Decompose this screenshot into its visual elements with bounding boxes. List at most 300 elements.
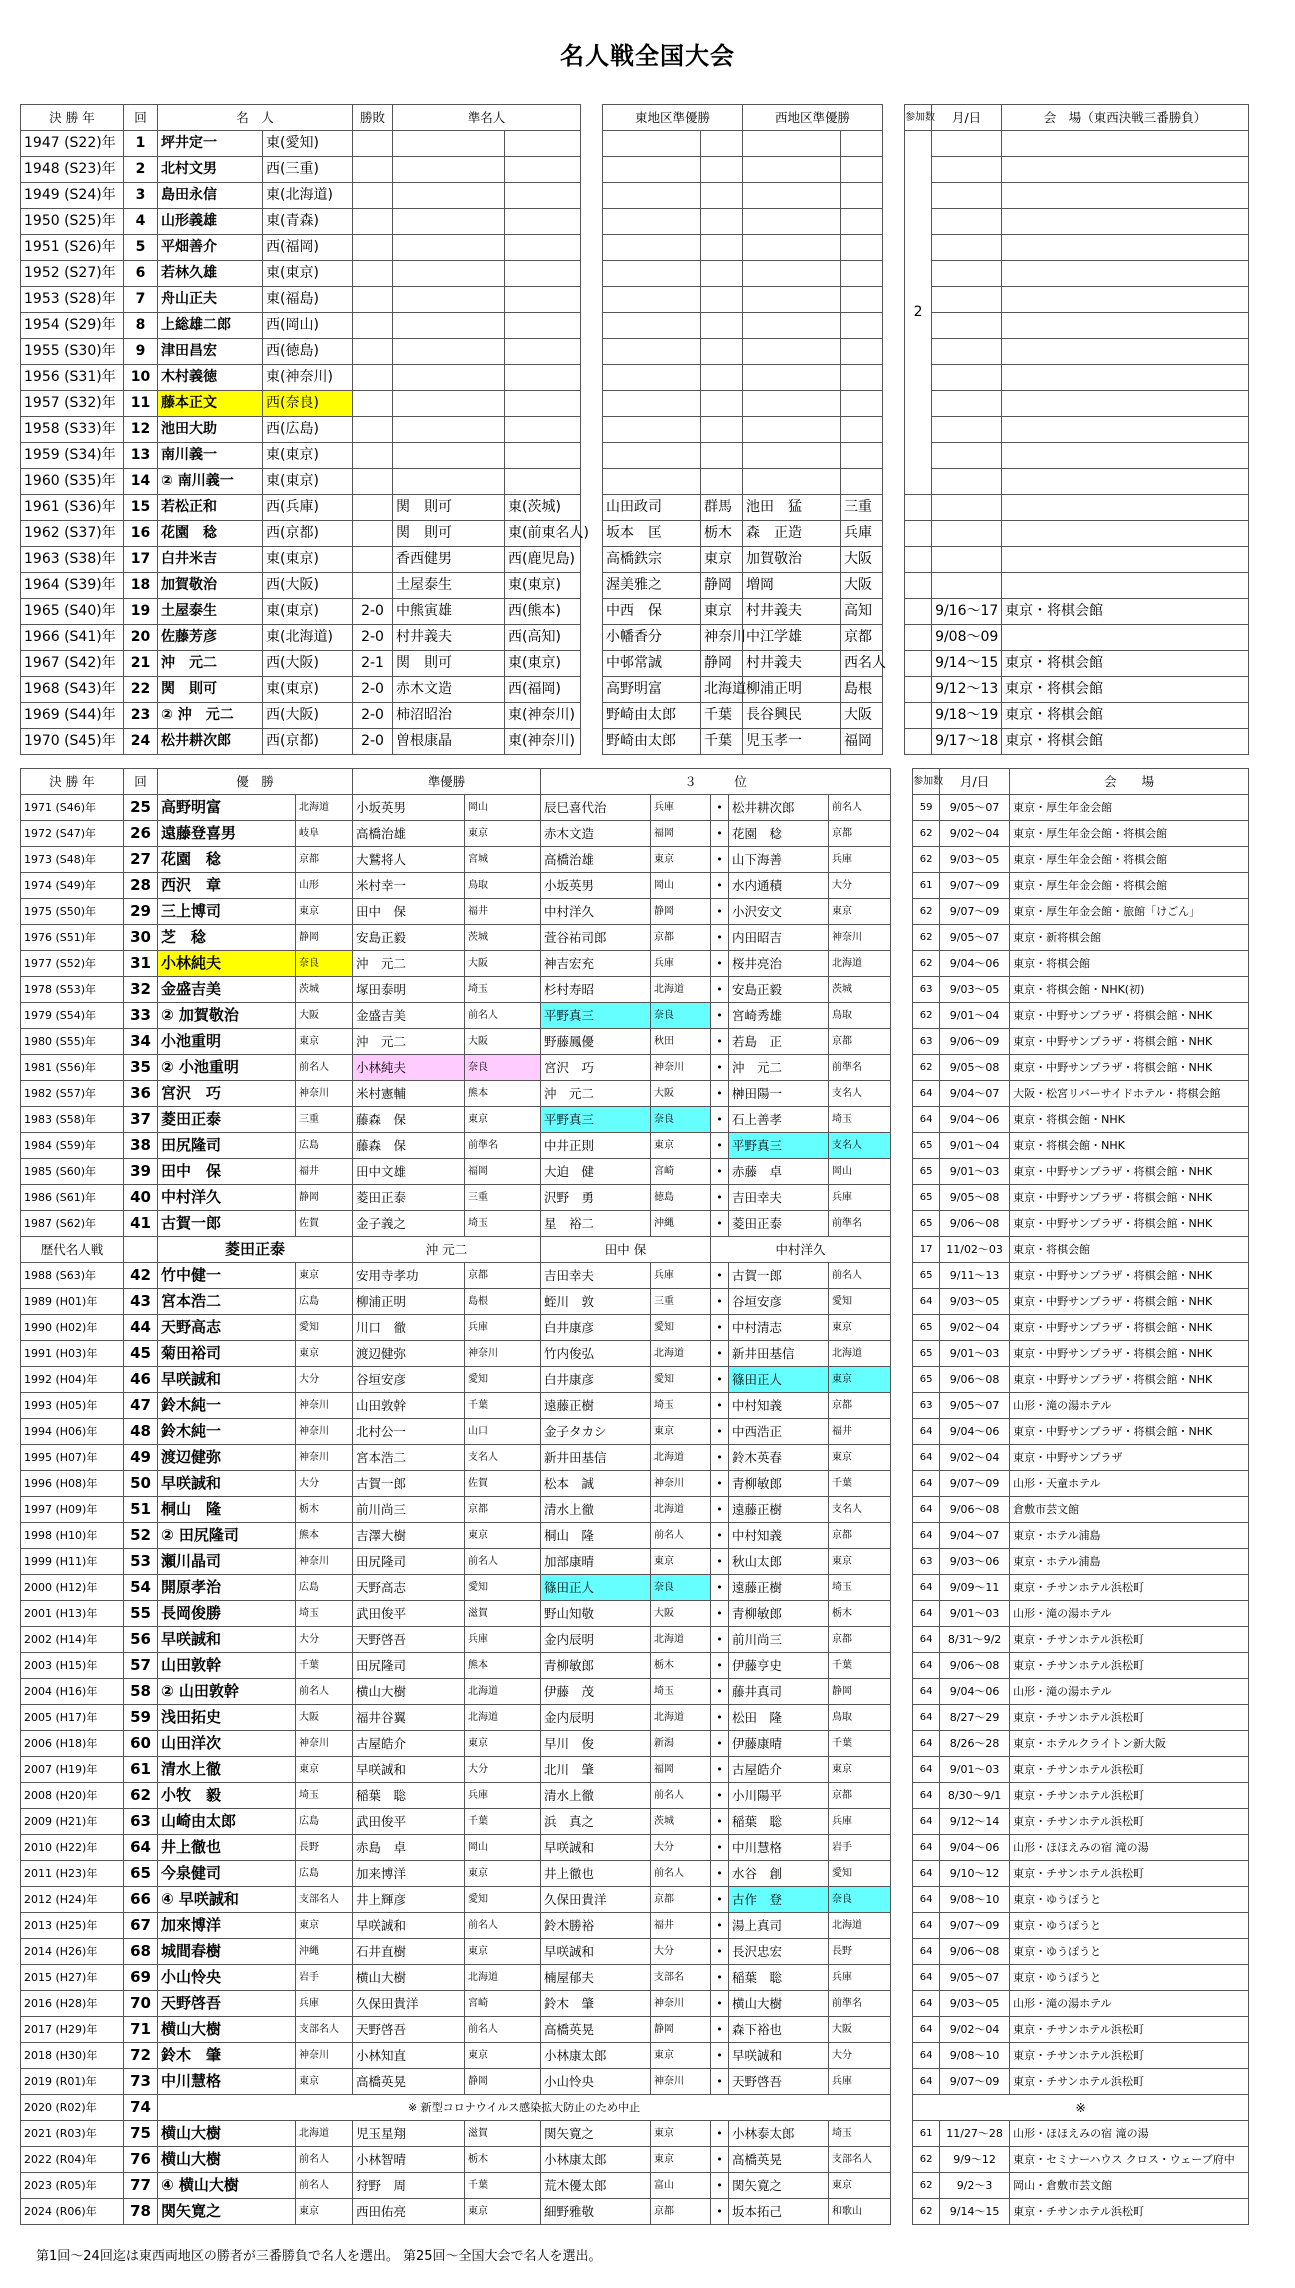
participants-count: 64	[913, 2043, 940, 2069]
gap-cell	[891, 1965, 913, 1991]
table-row	[21, 1185, 1249, 1211]
winner-name: 高野明富	[158, 795, 296, 821]
venue-cell	[1002, 495, 1249, 521]
date-cell: 9/07～09	[940, 873, 1010, 899]
venue-cell	[1002, 365, 1249, 391]
date-cell: 9/01～04	[940, 1003, 1010, 1029]
venue-cell: 倉敷市芸文館	[1010, 1497, 1249, 1523]
winner-pref: 沖縄	[296, 1939, 353, 1965]
table-row	[21, 365, 1249, 391]
second-name: 早咲誠和	[353, 1913, 465, 1939]
bullet-separator: •	[711, 1471, 729, 1497]
third2-pref: 栃木	[829, 1601, 891, 1627]
venue-cell: 東京・チサンホテル浜松町	[1010, 1653, 1249, 1679]
gap-cell	[891, 1679, 913, 1705]
date-cell: 9/04～06	[940, 1835, 1010, 1861]
round-cell: 16	[124, 521, 158, 547]
east-pref	[701, 287, 743, 313]
venue-cell: 東京・チサンホテル浜松町	[1010, 1705, 1249, 1731]
third2-pref: 愛知	[829, 1289, 891, 1315]
third1-pref: 茨城	[651, 1809, 711, 1835]
table-row	[21, 1861, 1249, 1887]
winner-pref: 大阪	[296, 1705, 353, 1731]
west-name: 池田 猛	[743, 495, 841, 521]
table-row	[21, 1367, 1249, 1393]
third2-pref: 兵庫	[829, 2069, 891, 2095]
col-count: 参加数	[905, 105, 932, 131]
year-cell: 1968 (S43)年	[21, 677, 124, 703]
winner-pref: 熊本	[296, 1523, 353, 1549]
third2-name: 菱田正泰	[729, 1211, 829, 1237]
third2-pref: 前準名	[829, 1991, 891, 2017]
west-name: 児玉孝一	[743, 729, 841, 755]
participants-count	[905, 729, 932, 755]
runnerup-name	[393, 365, 505, 391]
round-cell: 54	[124, 1575, 158, 1601]
second-name: 米村幸一	[353, 873, 465, 899]
second-pref: 静岡	[465, 2069, 541, 2095]
third1-pref: 北海道	[651, 1627, 711, 1653]
meijin-region: 西(兵庫)	[263, 495, 353, 521]
year-cell: 1998 (H10)年	[21, 1523, 124, 1549]
winner-name: 山田洋次	[158, 1731, 296, 1757]
gap-cell	[891, 1315, 913, 1341]
date-cell	[932, 495, 1002, 521]
winner-pref: 茨城	[296, 977, 353, 1003]
year-cell: 1966 (S41)年	[21, 625, 124, 651]
col-round: 回	[124, 105, 158, 131]
third2-name: 小林泰太郎	[729, 2121, 829, 2147]
winner-pref: 神奈川	[296, 1731, 353, 1757]
gap-cell	[883, 235, 905, 261]
third2-name: 榊田陽一	[729, 1081, 829, 1107]
year-cell: 1964 (S39)年	[21, 573, 124, 599]
third2-name: 内田昭吉	[729, 925, 829, 951]
west-pref: 大阪	[841, 573, 883, 599]
venue-cell	[1002, 417, 1249, 443]
winner-pref: 長野	[296, 1835, 353, 1861]
bullet-separator: •	[711, 873, 729, 899]
gap-cell	[883, 365, 905, 391]
west-name: 森 正造	[743, 521, 841, 547]
third2-name: 吉田幸夫	[729, 1185, 829, 1211]
score-cell	[353, 365, 393, 391]
score-cell	[353, 417, 393, 443]
table-row	[21, 847, 1249, 873]
date-cell: 9/05～08	[940, 1055, 1010, 1081]
runnerup-name	[393, 339, 505, 365]
runnerup-name	[393, 469, 505, 495]
third1-name: 久保田貴洋	[541, 1887, 651, 1913]
third2-name: 中村清志	[729, 1315, 829, 1341]
east-name: 中西 保	[603, 599, 701, 625]
third2-pref: 岡山	[829, 1159, 891, 1185]
second-pref: 岡山	[465, 1835, 541, 1861]
table-row	[21, 1393, 1249, 1419]
third1-name: 高橋治雄	[541, 847, 651, 873]
year-cell: 1995 (H07)年	[21, 1445, 124, 1471]
east-pref: 千葉	[701, 729, 743, 755]
venue-cell: 東京・チサンホテル浜松町	[1010, 2069, 1249, 2095]
gap-cell	[883, 209, 905, 235]
round-cell: 78	[124, 2199, 158, 2225]
third1-name: 浜 真之	[541, 1809, 651, 1835]
gap-cell	[891, 1835, 913, 1861]
third1-name: 遠藤正樹	[541, 1393, 651, 1419]
bullet-separator: •	[711, 1497, 729, 1523]
round-cell: 3	[124, 183, 158, 209]
third1-name: 青柳敏郎	[541, 1653, 651, 1679]
third2-name: 平野真三	[729, 1133, 829, 1159]
winner-name: 小林純夫	[158, 951, 296, 977]
gap-cell	[891, 1211, 913, 1237]
third2-pref: 兵庫	[829, 847, 891, 873]
third1-name: 鈴木 肇	[541, 1991, 651, 2017]
winner-pref: 北海道	[296, 2121, 353, 2147]
third1-name: 高橋英晃	[541, 2017, 651, 2043]
year-cell: 1980 (S55)年	[21, 1029, 124, 1055]
third1-pref: 東京	[651, 2043, 711, 2069]
round-cell: 74	[124, 2095, 158, 2121]
gap-cell	[891, 847, 913, 873]
third1-pref: 北海道	[651, 1445, 711, 1471]
table-row	[21, 547, 1249, 573]
table-row	[21, 287, 1249, 313]
runnerup-name: 関 則可	[393, 651, 505, 677]
bullet-separator: •	[711, 951, 729, 977]
round-cell: 33	[124, 1003, 158, 1029]
round-cell: 64	[124, 1835, 158, 1861]
round-cell: 69	[124, 1965, 158, 1991]
second-name: 小林純夫	[353, 1055, 465, 1081]
meijin-name: 白井米吉	[158, 547, 263, 573]
venue-cell: 東京・将棋会館	[1002, 703, 1249, 729]
table-part2	[20, 768, 1249, 2225]
second-name: 古屋皓介	[353, 1731, 465, 1757]
score-cell	[353, 443, 393, 469]
east-name	[603, 417, 701, 443]
west-pref	[841, 131, 883, 157]
gap-cell	[891, 821, 913, 847]
round-cell: 47	[124, 1393, 158, 1419]
gap-cell	[891, 1341, 913, 1367]
bullet-separator: •	[711, 1809, 729, 1835]
participants-count	[905, 573, 932, 599]
west-name	[743, 391, 841, 417]
third1-pref: 東京	[651, 2147, 711, 2173]
participants-count: 64	[913, 1861, 940, 1887]
runnerup-name	[393, 183, 505, 209]
second-name: 川口 徹	[353, 1315, 465, 1341]
gap-cell	[891, 1731, 913, 1757]
third1-name: 松本 誠	[541, 1471, 651, 1497]
score-cell	[353, 547, 393, 573]
second-pref: 滋賀	[465, 1601, 541, 1627]
third1-pref: 愛知	[651, 1315, 711, 1341]
second-name: 宮本浩二	[353, 1445, 465, 1471]
venue-cell: 東京・チサンホテル浜松町	[1010, 1575, 1249, 1601]
participants-count: 64	[913, 1081, 940, 1107]
gap-cell	[883, 547, 905, 573]
date-cell: 9/05～08	[940, 1185, 1010, 1211]
east-name	[603, 469, 701, 495]
third1-name: 平野真三	[541, 1003, 651, 1029]
second-pref: 東京	[465, 1939, 541, 1965]
third2-pref: 前準名	[829, 1211, 891, 1237]
runnerup-region: 東(東京)	[505, 651, 581, 677]
table-row	[21, 1679, 1249, 1705]
third2-name: 長沢忠宏	[729, 1939, 829, 1965]
second-pref: 東京	[465, 1861, 541, 1887]
runnerup-region	[505, 157, 581, 183]
meijin-name: 土屋泰生	[158, 599, 263, 625]
table-row	[21, 599, 1249, 625]
winner-pref: 静岡	[296, 925, 353, 951]
third1-pref: 神奈川	[651, 1055, 711, 1081]
third1-pref: 京都	[651, 2199, 711, 2225]
second-pref: 兵庫	[465, 1315, 541, 1341]
year-cell: 1954 (S29)年	[21, 313, 124, 339]
east-pref: 北海道	[701, 677, 743, 703]
west-name	[743, 235, 841, 261]
participants-count: 64	[913, 1913, 940, 1939]
venue-cell: 東京・将棋会館	[1010, 951, 1249, 977]
meijin-name: 池田大助	[158, 417, 263, 443]
table-row	[21, 1653, 1249, 1679]
table-row	[21, 1549, 1249, 1575]
date-cell: 9/04～06	[940, 1419, 1010, 1445]
meijin-region: 西(広島)	[263, 417, 353, 443]
third1-pref: 大分	[651, 1939, 711, 1965]
runnerup-name: 中熊寅雄	[393, 599, 505, 625]
score-cell: 2-0	[353, 729, 393, 755]
runnerup-region: 西(鹿児島)	[505, 547, 581, 573]
gap-cell	[581, 235, 603, 261]
winner-name: 井上徹也	[158, 1835, 296, 1861]
third1-name: 篠田正人	[541, 1575, 651, 1601]
round-cell: 29	[124, 899, 158, 925]
second-name: 沖 元二	[353, 951, 465, 977]
third2-name: 安島正毅	[729, 977, 829, 1003]
gap-cell	[891, 1445, 913, 1471]
score-cell	[353, 495, 393, 521]
date-cell: 8/27～29	[940, 1705, 1010, 1731]
gap-cell	[883, 443, 905, 469]
year-cell: 2003 (H15)年	[21, 1653, 124, 1679]
date-cell	[932, 157, 1002, 183]
second-name: 金子義之	[353, 1211, 465, 1237]
year-cell: 1971 (S46)年	[21, 795, 124, 821]
bullet-separator: •	[711, 2199, 729, 2225]
east-pref	[701, 131, 743, 157]
third2-pref: 京都	[829, 1627, 891, 1653]
second-pref: 埼玉	[465, 977, 541, 1003]
runnerup-region	[505, 261, 581, 287]
winner-pref: 前名人	[296, 1055, 353, 1081]
gap-cell	[891, 951, 913, 977]
participants-count: 62	[913, 821, 940, 847]
table-row	[21, 573, 1249, 599]
third1-name: 小林康太郎	[541, 2043, 651, 2069]
venue-cell	[1002, 209, 1249, 235]
runnerup-region	[505, 313, 581, 339]
venue-cell: 東京・中野サンプラザ・将棋会館・NHK	[1010, 1367, 1249, 1393]
second-name: 塚田泰明	[353, 977, 465, 1003]
west-name	[743, 157, 841, 183]
gap-cell	[581, 261, 603, 287]
winner-pref: 北海道	[296, 795, 353, 821]
winner-pref: 山形	[296, 873, 353, 899]
bullet-separator: •	[711, 899, 729, 925]
participants-count: 65	[913, 1263, 940, 1289]
venue-cell	[1002, 469, 1249, 495]
year-cell: 2018 (H30)年	[21, 2043, 124, 2069]
third1-pref: 秋田	[651, 1029, 711, 1055]
date-cell	[932, 235, 1002, 261]
round-cell: 21	[124, 651, 158, 677]
winner-name: 横山大樹	[158, 2121, 296, 2147]
table-row	[21, 2043, 1249, 2069]
third1-name: 田中 保	[541, 1237, 711, 1263]
west-pref	[841, 417, 883, 443]
third2-name: 伊藤康晴	[729, 1731, 829, 1757]
third2-name: 中村知義	[729, 1393, 829, 1419]
winner-name: 鈴木純一	[158, 1393, 296, 1419]
second-name: 横山大樹	[353, 1965, 465, 1991]
gap-cell	[891, 1497, 913, 1523]
gap-cell	[581, 677, 603, 703]
third1-pref: 北海道	[651, 1497, 711, 1523]
date-cell	[932, 521, 1002, 547]
round-cell: 45	[124, 1341, 158, 1367]
bullet-separator: •	[711, 1211, 729, 1237]
round-cell: 8	[124, 313, 158, 339]
gap-cell	[581, 417, 603, 443]
winner-name: 中川慧格	[158, 2069, 296, 2095]
third2-name: 中村洋久	[711, 1237, 891, 1263]
third1-pref: 大分	[651, 1835, 711, 1861]
year-cell: 1973 (S48)年	[21, 847, 124, 873]
third1-pref: 静岡	[651, 899, 711, 925]
third1-name: 野藤鳳優	[541, 1029, 651, 1055]
third2-name: 高橋英晃	[729, 2147, 829, 2173]
gap-cell	[883, 469, 905, 495]
table-row	[21, 209, 1249, 235]
year-cell: 1951 (S26)年	[21, 235, 124, 261]
meijin-name: 津田昌宏	[158, 339, 263, 365]
date-cell: 9/07～09	[940, 2069, 1010, 2095]
date-cell: 9/02～04	[940, 1315, 1010, 1341]
second-name: 吉澤大樹	[353, 1523, 465, 1549]
third1-name: 大迫 健	[541, 1159, 651, 1185]
third2-pref: 東京	[829, 899, 891, 925]
date-cell: 9/07～09	[940, 899, 1010, 925]
participants-count: 64	[913, 1419, 940, 1445]
runnerup-region	[505, 469, 581, 495]
third1-name: 赤木文造	[541, 821, 651, 847]
second-pref: 前名人	[465, 1003, 541, 1029]
third1-pref: 東京	[651, 1419, 711, 1445]
year-cell: 2020 (R02)年	[21, 2095, 124, 2121]
bullet-separator: •	[711, 1991, 729, 2017]
col2-round: 回	[124, 769, 158, 795]
round-cell: 11	[124, 391, 158, 417]
year-cell: 1982 (S57)年	[21, 1081, 124, 1107]
participants-count: 65	[913, 1159, 940, 1185]
gap-cell	[883, 703, 905, 729]
year-cell: 1974 (S49)年	[21, 873, 124, 899]
runnerup-name	[393, 261, 505, 287]
east-name	[603, 157, 701, 183]
bullet-separator: •	[711, 1601, 729, 1627]
meijin-region: 東(神奈川)	[263, 365, 353, 391]
third2-pref: 京都	[829, 1029, 891, 1055]
second-name: 沖 元二	[353, 1029, 465, 1055]
date-cell	[932, 313, 1002, 339]
gap-cell	[891, 1939, 913, 1965]
meijin-name: 木村義徳	[158, 365, 263, 391]
third1-pref: 前名人	[651, 1523, 711, 1549]
winner-pref: 神奈川	[296, 1445, 353, 1471]
runnerup-region	[505, 235, 581, 261]
gap-cell	[883, 625, 905, 651]
bullet-separator: •	[711, 1861, 729, 1887]
runnerup-name: 関 則可	[393, 495, 505, 521]
winner-pref: 神奈川	[296, 1549, 353, 1575]
third1-pref: 兵庫	[651, 795, 711, 821]
participants-count: 63	[913, 1393, 940, 1419]
east-pref: 千葉	[701, 703, 743, 729]
third2-name: 天野啓吾	[729, 2069, 829, 2095]
second-name: 赤島 卓	[353, 1835, 465, 1861]
second-name: 武田俊平	[353, 1601, 465, 1627]
meijin-name: 平畑善介	[158, 235, 263, 261]
west-name	[743, 417, 841, 443]
runnerup-region: 西(高知)	[505, 625, 581, 651]
participants-count: 17	[913, 1237, 940, 1263]
venue-cell: 東京・中野サンプラザ	[1010, 1445, 1249, 1471]
west-pref	[841, 339, 883, 365]
third1-name: 小坂英男	[541, 873, 651, 899]
date-cell	[932, 417, 1002, 443]
date-cell: 9/04～07	[940, 1523, 1010, 1549]
round-cell: 24	[124, 729, 158, 755]
third2-pref: 千葉	[829, 1471, 891, 1497]
bullet-separator: •	[711, 2147, 729, 2173]
second-pref: 愛知	[465, 1575, 541, 1601]
east-name	[603, 313, 701, 339]
second-pref: 岡山	[465, 795, 541, 821]
col2-third: ３ 位	[541, 769, 891, 795]
year-cell: 1972 (S47)年	[21, 821, 124, 847]
year-cell: 1984 (S59)年	[21, 1133, 124, 1159]
east-pref	[701, 417, 743, 443]
third1-name: 関矢寛之	[541, 2121, 651, 2147]
second-pref: 東京	[465, 1731, 541, 1757]
third2-pref: 兵庫	[829, 1965, 891, 1991]
winner-name: ② 山田敦幹	[158, 1679, 296, 1705]
third1-pref: 奈良	[651, 1107, 711, 1133]
west-pref: 西名人	[841, 651, 883, 677]
east-pref	[701, 313, 743, 339]
venue-cell: 東京・中野サンプラザ・将棋会館・NHK	[1010, 1055, 1249, 1081]
col-date: 月/日	[932, 105, 1002, 131]
venue-cell	[1002, 573, 1249, 599]
venue-cell: 岡山・倉敷市芸文館	[1010, 2173, 1249, 2199]
gap-cell	[883, 417, 905, 443]
gap-cell	[581, 599, 603, 625]
east-pref: 静岡	[701, 651, 743, 677]
